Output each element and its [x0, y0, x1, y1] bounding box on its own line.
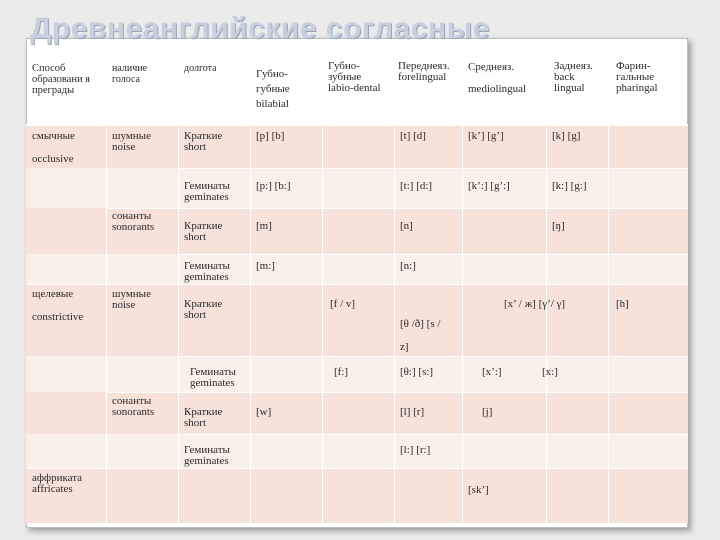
grid-line [322, 58, 323, 523]
grid-line [608, 58, 609, 523]
header-forelingual: Переднеяз. forelingual [398, 60, 450, 83]
cell-pharingal: [h] [616, 298, 629, 310]
cell-mediolingual: [x’:] [482, 366, 502, 378]
grid-line [26, 284, 688, 285]
occlusive-label: смычные occlusive [32, 130, 75, 165]
sonorants-label: сонанты sonorants [112, 395, 155, 418]
grid-line [178, 434, 688, 435]
geminates-label: Геминаты geminates [190, 366, 236, 389]
cell-labiodental: [f:] [334, 366, 349, 378]
cell-backlingual: [x:] [542, 366, 558, 378]
noise-label: шумные noise [112, 130, 151, 153]
cell-forelingual: [t:] [d:] [400, 180, 433, 192]
header-pharingal: Фарин- гальные pharingal [616, 60, 658, 94]
grid-line [178, 58, 179, 523]
noise-label: шумные noise [112, 288, 151, 311]
grid-line [394, 58, 395, 523]
grid-line [106, 392, 688, 393]
header-labiodental: Губно- зубные labio-dental [328, 60, 381, 94]
sonorants-label: сонанты sonorants [112, 210, 155, 233]
cell-bilabial: [p:] [b:] [256, 180, 291, 192]
short-label: Краткие short [184, 406, 223, 429]
grid-line [26, 468, 688, 469]
geminates-label: Геминаты geminates [184, 260, 230, 283]
grid-line [106, 208, 688, 209]
header-bilabial: Губно- губные bilabial [256, 68, 290, 110]
cell-forelingual: [θ:] [s:] [400, 366, 434, 378]
grid-line [546, 58, 547, 523]
short-label: Краткие short [184, 130, 223, 153]
header-divider [26, 124, 688, 126]
cell-mediolingual: [k’:] [g’:] [468, 180, 510, 192]
cell-mediolingual: [x’ / ж] [γ’/ γ] [504, 298, 566, 310]
cell-bilabial: [m] [256, 220, 272, 232]
header-backlingual: Заднеяз. back lingual [554, 60, 593, 94]
header-length: долгота [184, 63, 217, 74]
short-label: Краткие short [184, 220, 223, 243]
cell-mediolingual: [j] [482, 406, 493, 418]
grid-line [178, 168, 688, 169]
cell-forelingual: [t] [d] [400, 130, 426, 142]
cell-bilabial: [w] [256, 406, 272, 418]
short-label: Краткие short [184, 298, 223, 321]
cell-bilabial: [m:] [256, 260, 275, 272]
grid-line [178, 356, 688, 357]
grid-line [462, 58, 463, 523]
row-bg-constr-gem [26, 356, 688, 392]
cell-backlingual: [k] [g] [552, 130, 581, 142]
cell-forelingual: [θ /ð] [s / z] [400, 318, 441, 353]
row-bg-son-gem [26, 254, 688, 284]
cell-forelingual: [l:] [r:] [400, 444, 431, 456]
grid-line [250, 58, 251, 523]
geminates-label: Геминаты geminates [184, 180, 230, 203]
cell-backlingual: [k:] [g:] [552, 180, 587, 192]
cell-forelingual: [n] [400, 220, 413, 232]
geminates-label: Геминаты geminates [184, 444, 230, 467]
cell-mediolingual: [sk’] [468, 484, 489, 496]
cell-forelingual: [l] [r] [400, 406, 425, 418]
cell-labiodental: [f / v] [330, 298, 356, 310]
cell-forelingual: [n:] [400, 260, 416, 272]
affricates-label: аффриката affricates [32, 472, 83, 495]
grid-line [106, 58, 107, 523]
cell-bilabial: [p] [b] [256, 130, 285, 142]
constrictive-label: щелевые constrictive [32, 288, 84, 323]
row-bg-affr [26, 468, 688, 523]
header-mediolingual: Среднеяз. mediolingual [468, 61, 527, 95]
grid-line [178, 254, 688, 255]
cell-backlingual: [ŋ] [552, 220, 565, 232]
page-title: Древнеанглийские согласные [30, 12, 490, 45]
header-voice: наличие голоса [112, 63, 148, 85]
header-manner: Способ образовани я преграды [32, 63, 91, 96]
cell-mediolingual: [k’] [g’] [468, 130, 504, 142]
row-bg-son2-gem [26, 434, 688, 468]
